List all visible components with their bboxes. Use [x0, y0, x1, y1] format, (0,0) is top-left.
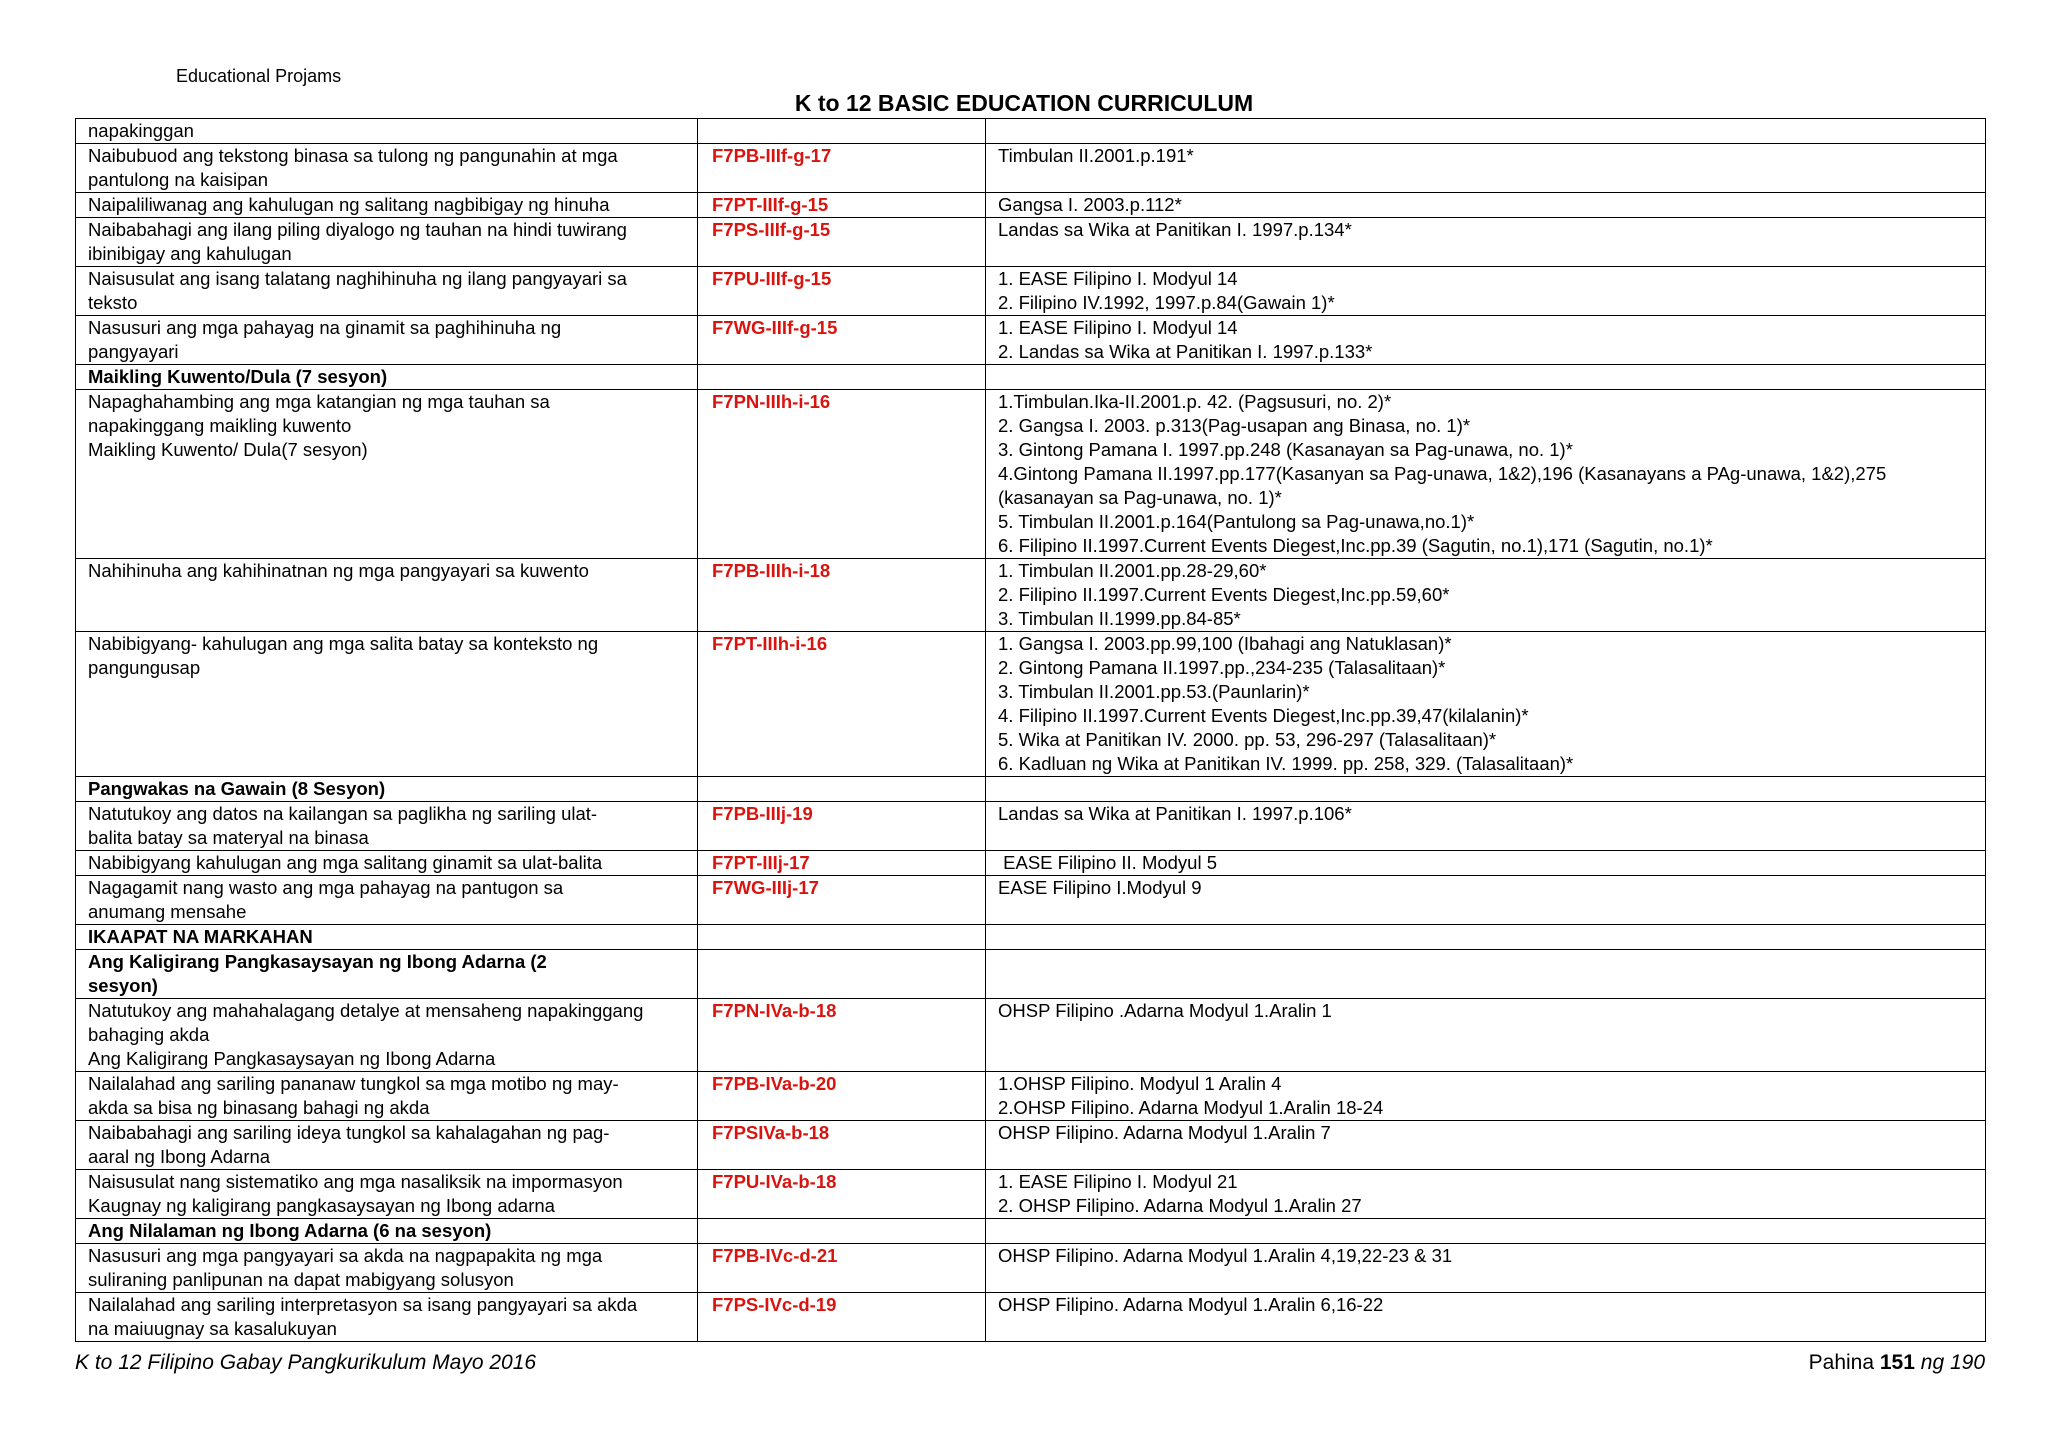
code-cell: F7PU-IIIf-g-15 [698, 267, 986, 316]
section-header-row [76, 925, 1986, 950]
competency-cell [76, 144, 698, 193]
code-cell: F7PB-IVa-b-20 [698, 1072, 986, 1121]
competency-line: anumang mensahe [88, 901, 247, 922]
competency-line: Kaugnay ng kaligirang pangkasaysayan ng Ibong adarna [88, 1195, 555, 1216]
resource-line: 2. Landas sa Wika at Panitikan I. 1997.p.133* [998, 341, 1373, 362]
table-row [76, 1072, 1986, 1121]
competency-line: ibinibigay ang kahulugan [88, 243, 292, 264]
resources-cell [986, 1170, 1986, 1219]
resources-cell [986, 144, 1986, 193]
code-cell [698, 119, 986, 144]
resources-cell [986, 1244, 1986, 1293]
competency-cell [76, 390, 698, 559]
resource-line: Landas sa Wika at Panitikan I. 1997.p.134* [998, 219, 1352, 240]
resource-line: 2. Gintong Pamana II.1997.pp.,234-235 (Talasalitaan)* [998, 657, 1446, 678]
competency-line: Ang Nilalaman ng Ibong Adarna (6 na sesyon) [88, 1220, 492, 1241]
table-row [76, 316, 1986, 365]
resource-line: 1. Gangsa I. 2003.pp.99,100 (Ibahagi ang Natuklasan)* [998, 633, 1452, 654]
resources-cell [986, 316, 1986, 365]
resources-cell [986, 777, 1986, 802]
competency-line: Naisusulat ang isang talatang naghihinuha ng ilang pangyayari sa [88, 268, 627, 289]
table-row [76, 144, 1986, 193]
table-row [76, 876, 1986, 925]
code-cell: F7PN-IIIh-i-16 [698, 390, 986, 559]
code-cell [698, 777, 986, 802]
resource-line: Landas sa Wika at Panitikan I. 1997.p.106* [998, 803, 1352, 824]
competency-line: Naibubuod ang tekstong binasa sa tulong ng pangunahin at mga [88, 145, 618, 166]
resource-line: 6. Filipino II.1997.Current Events Diegest,Inc.pp.39 (Sagutin, no.1),171 (Sagutin, no.1)* [998, 535, 1713, 556]
competency-line: Naipaliliwanag ang kahulugan ng salitang nagbibigay ng hinuha [88, 194, 610, 215]
competency-cell [76, 559, 698, 632]
competency-line: bahaging akda [88, 1024, 210, 1045]
resource-line: 3. Gintong Pamana I. 1997.pp.248 (Kasanayan sa Pag-unawa, no. 1)* [998, 439, 1573, 460]
code-cell: F7PN-IVa-b-18 [698, 999, 986, 1072]
resource-line: 3. Timbulan II.2001.pp.53.(Paunlarin)* [998, 681, 1310, 702]
code-cell: F7PS-IIIf-g-15 [698, 218, 986, 267]
resources-cell [986, 1121, 1986, 1170]
resource-line: Timbulan II.2001.p.191* [998, 145, 1194, 166]
competency-cell [76, 316, 698, 365]
competency-line: Napaghahambing ang mga katangian ng mga tauhan sa [88, 391, 550, 412]
resources-cell [986, 119, 1986, 144]
page-title: K to 12 BASIC EDUCATION CURRICULUM [794, 90, 1254, 116]
competency-cell [76, 1170, 698, 1219]
code-cell: F7PB-IVc-d-21 [698, 1244, 986, 1293]
competency-cell [76, 1293, 698, 1342]
competency-line: pangungusap [88, 657, 201, 678]
resources-cell [986, 365, 1986, 390]
table-row [76, 802, 1986, 851]
resource-line: 2. Gangsa I. 2003. p.313(Pag-usapan ang Binasa, no. 1)* [998, 415, 1471, 436]
footer-page-info [1809, 1351, 1985, 1375]
table-row [76, 559, 1986, 632]
competency-cell [76, 925, 698, 950]
resources-cell [986, 1219, 1986, 1244]
competency-line: suliraning panlipunan na dapat mabigyang solusyon [88, 1269, 514, 1290]
competency-line: sesyon) [88, 975, 158, 996]
resource-line: 1.OHSP Filipino. Modyul 1 Aralin 4 [998, 1073, 1282, 1094]
competency-cell [76, 1244, 698, 1293]
curriculum-table [75, 118, 1986, 1342]
footer-page-number: 151 [1879, 1351, 1915, 1374]
resources-cell [986, 559, 1986, 632]
code-cell: F7WG-IIIj-17 [698, 876, 986, 925]
competency-line: Naisusulat nang sistematiko ang mga nasaliksik na impormasyon [88, 1171, 623, 1192]
table-row [76, 390, 1986, 559]
competency-line: Maikling Kuwento/Dula (7 sesyon) [88, 366, 388, 387]
resource-line: 1. Timbulan II.2001.pp.28-29,60* [998, 560, 1267, 581]
footer-page-total: ng 190 [1920, 1351, 1985, 1374]
code-cell [698, 1219, 986, 1244]
code-cell: F7PU-IVa-b-18 [698, 1170, 986, 1219]
competency-cell [76, 267, 698, 316]
table-row [76, 999, 1986, 1072]
resources-cell [986, 1072, 1986, 1121]
resource-line: OHSP Filipino. Adarna Modyul 1.Aralin 7 [998, 1122, 1331, 1143]
footer-document-title: K to 12 Filipino Gabay Pangkurikulum Mayo 2016 [75, 1351, 537, 1374]
curriculum-table-body [76, 119, 1986, 1342]
resource-line: 5. Timbulan II.2001.p.164(Pantulong sa Pag-unawa,no.1)* [998, 511, 1475, 532]
resources-cell [986, 950, 1986, 999]
competency-cell [76, 777, 698, 802]
competency-line: Nasusuri ang mga pangyayari sa akda na nagpapakita ng mga [88, 1245, 603, 1266]
resource-line: 5. Wika at Panitikan IV. 2000. pp. 53, 296-297 (Talasalitaan)* [998, 729, 1497, 750]
competency-cell [76, 876, 698, 925]
competency-line: akda sa bisa ng binasang bahagi ng akda [88, 1097, 430, 1118]
competency-line: Nabibigyang- kahulugan ang mga salita batay sa konteksto ng [88, 633, 599, 654]
code-cell: F7PT-IIIf-g-15 [698, 193, 986, 218]
competency-cell [76, 632, 698, 777]
competency-line: pantulong na kaisipan [88, 169, 269, 190]
competency-line: Nasusuri ang mga pahayag na ginamit sa paghihinuha ng [88, 317, 562, 338]
section-header-row [76, 777, 1986, 802]
competency-line: Nagagamit nang wasto ang mga pahayag na pantugon sa [88, 877, 564, 898]
header-note: Educational Projams [176, 66, 342, 86]
table-row [76, 851, 1986, 876]
footer-page-label: Pahina [1808, 1351, 1875, 1374]
resource-line: 2. Filipino IV.1992, 1997.p.84(Gawain 1)* [998, 292, 1335, 313]
resource-line: 2. OHSP Filipino. Adarna Modyul 1.Aralin 27 [998, 1195, 1362, 1216]
code-cell: F7PS-IVc-d-19 [698, 1293, 986, 1342]
section-header-row [76, 365, 1986, 390]
competency-line: Maikling Kuwento/ Dula(7 sesyon) [88, 439, 368, 460]
resource-line: 2. Filipino II.1997.Current Events Diegest,Inc.pp.59,60* [998, 584, 1450, 605]
competency-cell [76, 950, 698, 999]
resources-cell [986, 876, 1986, 925]
competency-line: Naibabahagi ang sariling ideya tungkol sa kahalagahan ng pag- [88, 1122, 610, 1143]
competency-line: aaral ng Ibong Adarna [88, 1146, 271, 1167]
table-row [76, 632, 1986, 777]
resource-line: EASE Filipino II. Modyul 5 [998, 852, 1218, 873]
resources-cell [986, 851, 1986, 876]
competency-line: Nailalahad ang sariling interpretasyon sa isang pangyayari sa akda [88, 1294, 638, 1315]
resource-line: 1.Timbulan.Ika-II.2001.p. 42. (Pagsusuri, no. 2)* [998, 391, 1392, 412]
table-row [76, 1244, 1986, 1293]
resource-line: 3. Timbulan II.1999.pp.84-85* [998, 608, 1241, 629]
section-header-row [76, 950, 1986, 999]
code-cell: F7PB-IIIf-g-17 [698, 144, 986, 193]
competency-line: Natutukoy ang datos na kailangan sa paglikha ng sariling ulat- [88, 803, 598, 824]
resource-line: Gangsa I. 2003.p.112* [998, 194, 1182, 215]
resource-line: 4. Filipino II.1997.Current Events Diegest,Inc.pp.39,47(kilalanin)* [998, 705, 1529, 726]
competency-cell [76, 999, 698, 1072]
resource-line: OHSP Filipino. Adarna Modyul 1.Aralin 4,19,22-23 & 31 [998, 1245, 1453, 1266]
competency-line: balita batay sa materyal na binasa [88, 827, 369, 848]
resources-cell [986, 218, 1986, 267]
code-cell [698, 950, 986, 999]
resources-cell [986, 999, 1986, 1072]
competency-line: Nahihinuha ang kahihinatnan ng mga pangyayari sa kuwento [88, 560, 589, 581]
competency-line: Nailalahad ang sariling pananaw tungkol sa mga motibo ng may- [88, 1073, 619, 1094]
competency-cell [76, 1072, 698, 1121]
resource-line: EASE Filipino I.Modyul 9 [998, 877, 1202, 898]
resource-line: (kasanayan sa Pag-unawa, no. 1)* [998, 487, 1282, 508]
competency-cell [76, 193, 698, 218]
competency-line: IKAAPAT NA MARKAHAN [88, 926, 313, 947]
resources-cell [986, 802, 1986, 851]
competency-line: teksto [88, 292, 138, 313]
resources-cell [986, 193, 1986, 218]
competency-line: Pangwakas na Gawain (8 Sesyon) [88, 778, 386, 799]
code-cell: F7WG-IIIf-g-15 [698, 316, 986, 365]
competency-cell [76, 119, 698, 144]
resource-line: 4.Gintong Pamana II.1997.pp.177(Kasanyan sa Pag-unawa, 1&2),196 (Kasanayans a PAg-unawa, 1&2),275 [998, 463, 1887, 484]
competency-line: Nabibigyang kahulugan ang mga salitang ginamit sa ulat-balita [88, 852, 603, 873]
competency-line: napakinggang maikling kuwento [88, 415, 352, 436]
competency-line: Ang Kaligirang Pangkasaysayan ng Ibong Adarna (2 [88, 951, 547, 972]
resources-cell [986, 632, 1986, 777]
code-cell: F7PT-IIIj-17 [698, 851, 986, 876]
table-row [76, 1121, 1986, 1170]
resources-cell [986, 1293, 1986, 1342]
resource-line: OHSP Filipino .Adarna Modyul 1.Aralin 1 [998, 1000, 1332, 1021]
code-cell: F7PB-IIIh-i-18 [698, 559, 986, 632]
competency-cell [76, 1121, 698, 1170]
code-cell: F7PT-IIIh-i-16 [698, 632, 986, 777]
competency-line: Ang Kaligirang Pangkasaysayan ng Ibong Adarna [88, 1048, 496, 1069]
resource-line: 1. EASE Filipino I. Modyul 14 [998, 268, 1238, 289]
table-row [76, 1170, 1986, 1219]
competency-line: napakinggan [88, 120, 194, 141]
resource-line: 6. Kadluan ng Wika at Panitikan IV. 1999. pp. 258, 329. (Talasalitaan)* [998, 753, 1574, 774]
table-row [76, 218, 1986, 267]
competency-cell [76, 802, 698, 851]
competency-line: na maiuugnay sa kasalukuyan [88, 1318, 337, 1339]
code-cell [698, 365, 986, 390]
competency-line: Natutukoy ang mahahalagang detalye at mensaheng napakinggang [88, 1000, 644, 1021]
code-cell [698, 925, 986, 950]
resources-cell [986, 390, 1986, 559]
code-cell: F7PB-IIIj-19 [698, 802, 986, 851]
table-row [76, 119, 1986, 144]
table-row [76, 193, 1986, 218]
resource-line: 1. EASE Filipino I. Modyul 14 [998, 317, 1238, 338]
section-header-row [76, 1219, 1986, 1244]
table-row [76, 1293, 1986, 1342]
competency-cell [76, 365, 698, 390]
resource-line: 2.OHSP Filipino. Adarna Modyul 1.Aralin 18-24 [998, 1097, 1384, 1118]
competency-cell [76, 1219, 698, 1244]
competency-cell [76, 218, 698, 267]
table-row [76, 267, 1986, 316]
resource-line: 1. EASE Filipino I. Modyul 21 [998, 1171, 1238, 1192]
competency-cell [76, 851, 698, 876]
code-cell: F7PSIVa-b-18 [698, 1121, 986, 1170]
competency-line: pangyayari [88, 341, 179, 362]
resources-cell [986, 925, 1986, 950]
competency-line: Naibabahagi ang ilang piling diyalogo ng tauhan na hindi tuwirang [88, 219, 627, 240]
resource-line: OHSP Filipino. Adarna Modyul 1.Aralin 6,16-22 [998, 1294, 1384, 1315]
resources-cell [986, 267, 1986, 316]
